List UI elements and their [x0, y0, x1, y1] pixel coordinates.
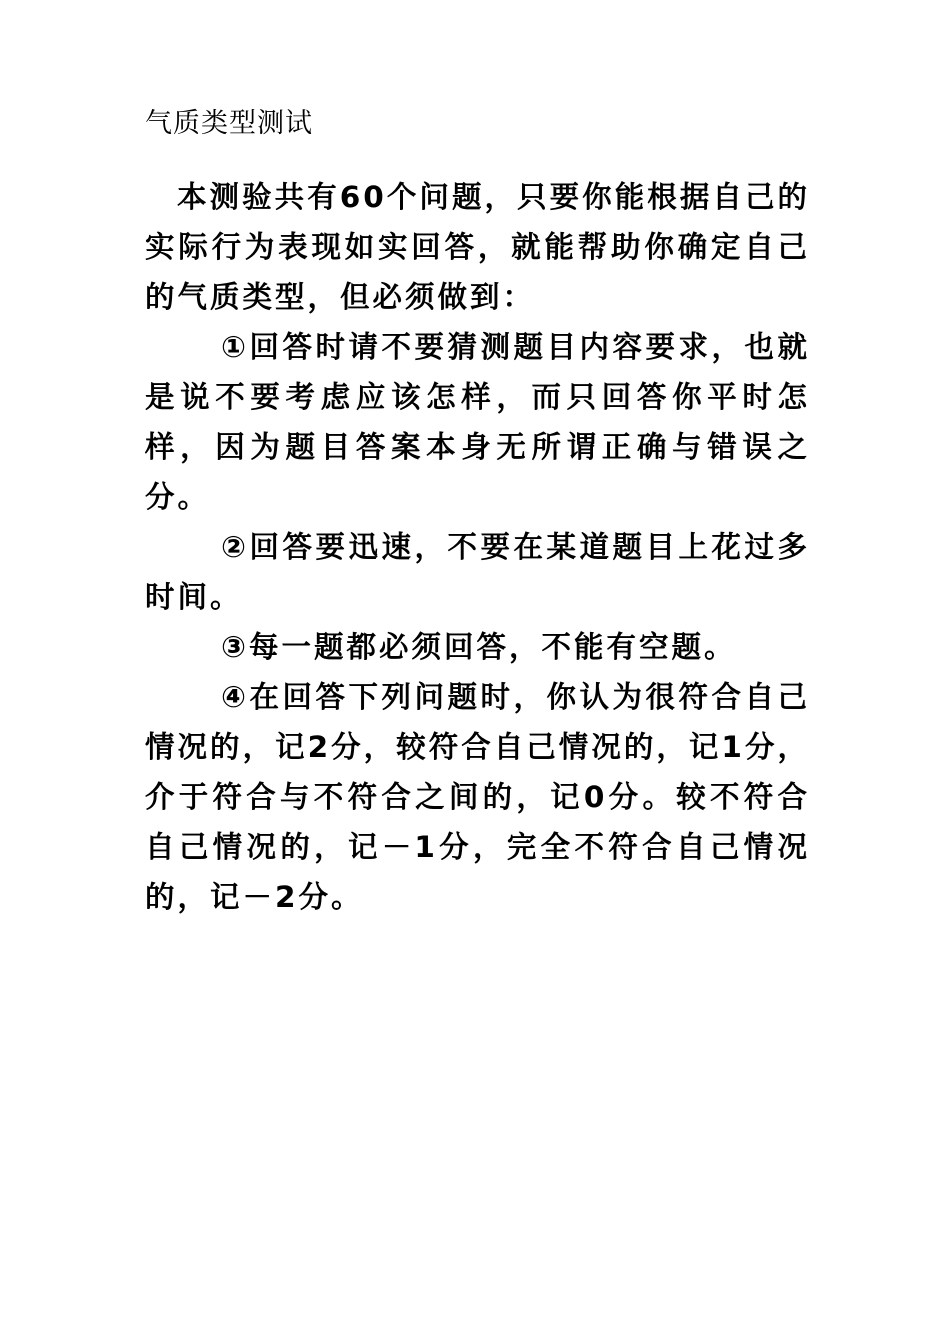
rule-item-1: ①回答时请不要猜测题目内容要求，也就是说不要考虑应该怎样，而只回答你平时怎样，因为题目答案本身无所谓正确与错误之分。: [145, 330, 810, 514]
document-body: [145, 172, 810, 922]
document-title: 气质类型测试: [145, 108, 313, 139]
rule-item-2: ②回答要迅速，不要在某道题目上花过多时间。: [145, 530, 810, 614]
intro-paragraph: 本测验共有60个问题，只要你能根据自己的实际行为表现如实回答，就能帮助你确定自己的气质类型，但必须做到：: [145, 180, 810, 314]
rule-item-4: ④在回答下列问题时，你认为很符合自己情况的，记2分，较符合自己情况的，记1分，介于符合与不符合之间的，记0分。较不符合自己情况的，记－1分，完全不符合自己情况的，记－2分。: [145, 680, 810, 914]
rule-item-3: ③每一题都必须回答，不能有空题。: [221, 630, 737, 664]
